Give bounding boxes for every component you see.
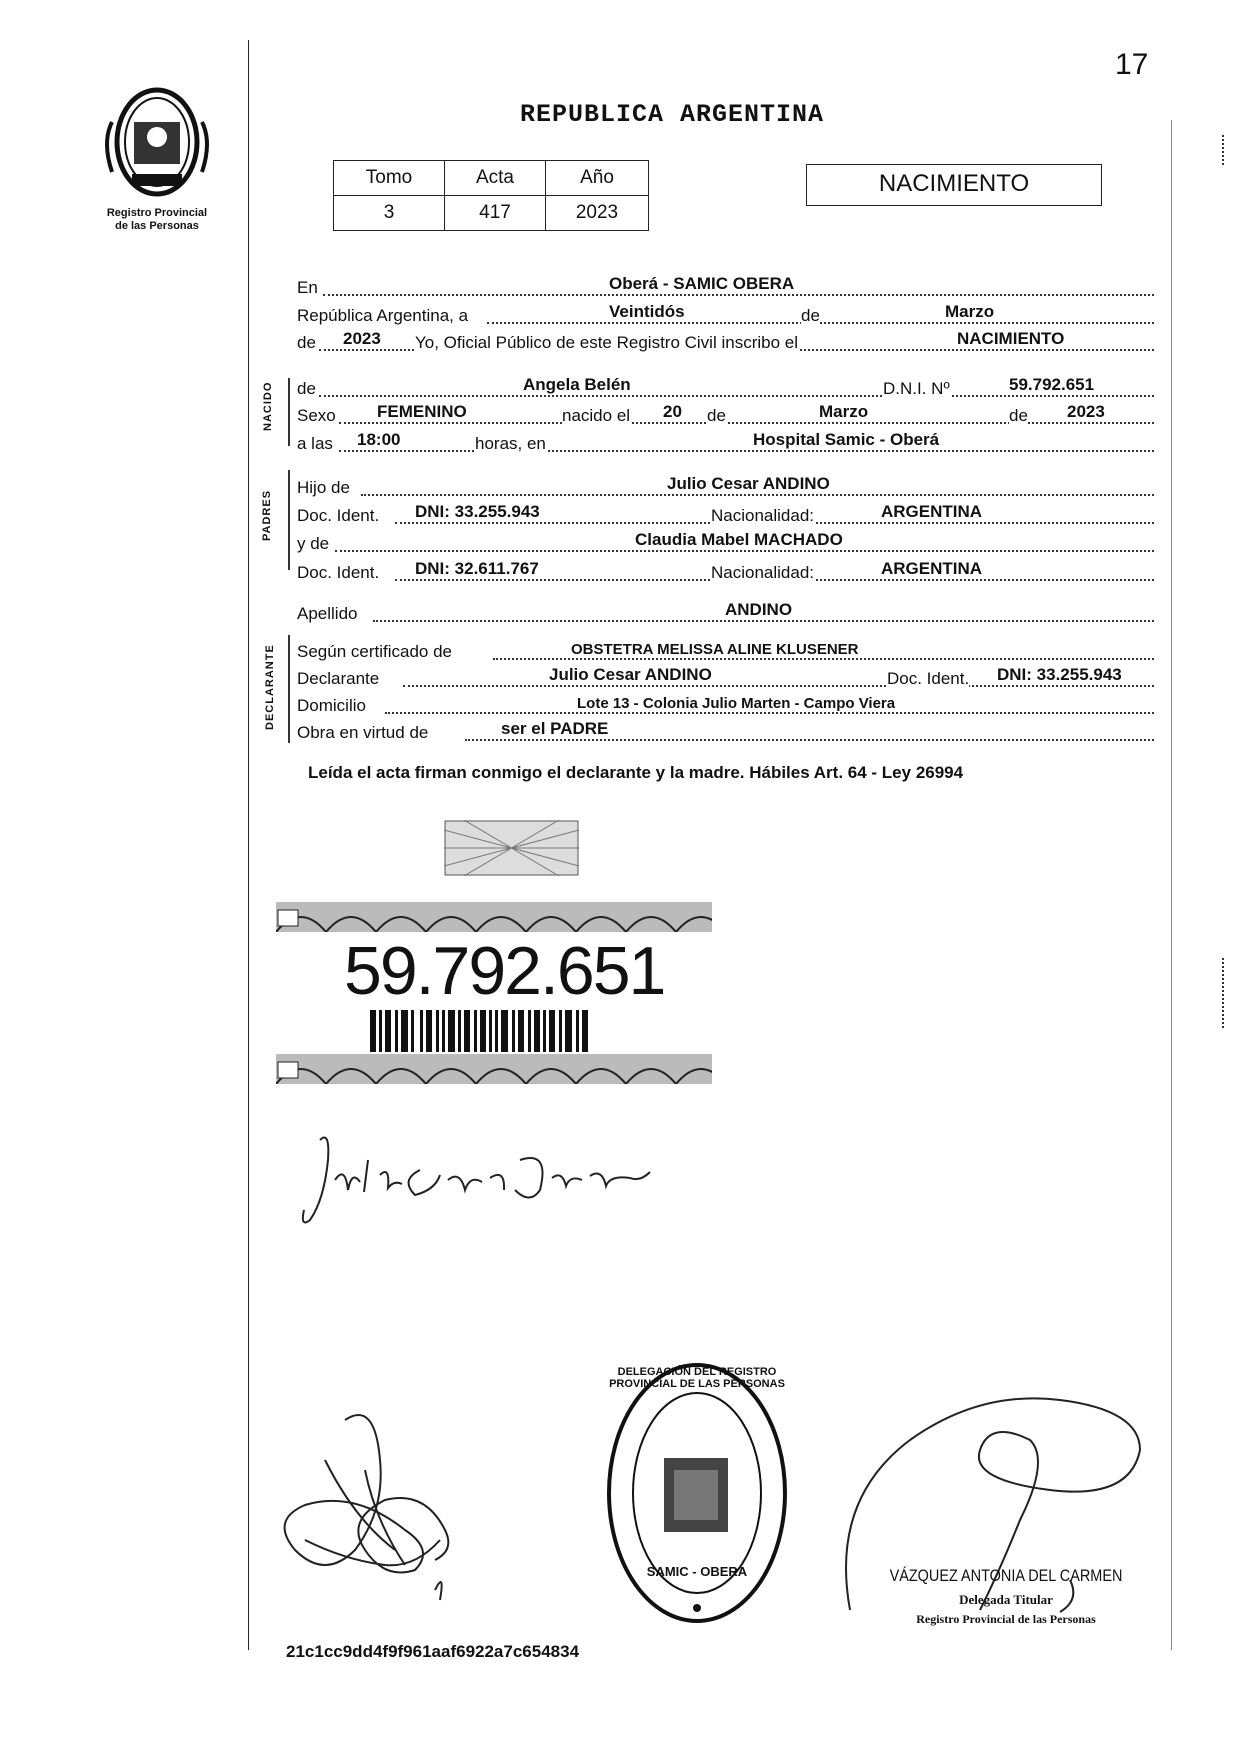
value-month: Marzo [945, 302, 995, 321]
label-nacionalidad-father: Nacionalidad: [711, 506, 815, 525]
mother-signature [265, 1400, 485, 1610]
document-hash: 21c1cc9dd4f9f961aaf6922a7c654834 [286, 1642, 580, 1661]
label-horas-en: horas, en [475, 434, 546, 453]
right-margin-line [1171, 120, 1172, 1650]
row-father [297, 472, 1154, 500]
label-de-birth-year: de [1009, 406, 1028, 425]
value-place: Oberá - SAMIC OBERA [609, 274, 795, 293]
margin-mark-top [1222, 135, 1226, 165]
row-name [297, 373, 1154, 401]
row-address [297, 690, 1154, 718]
value-birth-time: 18:00 [357, 430, 401, 449]
logo-caption-2: de las Personas [115, 220, 199, 232]
value-sex: FEMENINO [377, 402, 467, 421]
value-dni: 59.792.651 [1009, 375, 1095, 394]
value-name: Angela Belén [523, 375, 631, 394]
label-de-month: de [801, 306, 820, 325]
header-acta: Acta [445, 161, 546, 196]
header-tomo: Tomo [334, 161, 445, 196]
value-role: ser el PADRE [501, 719, 609, 738]
value-declarant: Julio Cesar ANDINO [549, 665, 712, 684]
value-father-nationality: ARGENTINA [881, 502, 983, 521]
label-nacido-el: nacido el [562, 406, 631, 425]
label-doc-ident-father: Doc. Ident. [297, 506, 380, 525]
official-title: Delegada Titular [959, 1592, 1053, 1607]
margin-line [248, 40, 249, 1650]
closing-note: Leída el acta firman conmigo el declarante y la madre. Hábiles Art. 64 - Ley 26994 [308, 763, 964, 782]
value-father-name: Julio Cesar ANDINO [667, 474, 830, 493]
province-shield-icon [92, 82, 222, 202]
value-declarant-doc: DNI: 33.255.943 [997, 665, 1122, 684]
section-bracket-padres [288, 470, 290, 570]
value-ano: 2023 [546, 196, 649, 231]
label-obra: Obra en virtud de [297, 723, 429, 742]
value-mother-nationality: ARGENTINA [881, 559, 983, 578]
seal-icon [602, 1358, 792, 1628]
label-doc-ident-mother: Doc. Ident. [297, 563, 380, 582]
label-dni: D.N.I. Nº [883, 379, 950, 398]
header-ano: Año [546, 161, 649, 196]
value-tomo: 3 [334, 196, 445, 231]
guilloche-top-icon [276, 902, 712, 932]
record-table [333, 160, 649, 231]
margin-mark-middle [1222, 958, 1226, 1028]
guilloche-bottom-icon [276, 1054, 712, 1084]
section-label-nacido: NACIDO [262, 381, 274, 431]
document-title: REPUBLICA ARGENTINA [520, 100, 825, 129]
value-birth-day: 20 [663, 402, 682, 421]
label-doc-ident-declarant: Doc. Ident. [887, 669, 970, 688]
record-type-box: NACIMIENTO [806, 164, 1102, 206]
section-bracket-nacido [288, 378, 290, 446]
row-role [297, 717, 1154, 745]
barcode-number: 59.792.651 [344, 933, 665, 1009]
row-certificate [297, 636, 1154, 664]
logo-caption-1: Registro Provincial [106, 207, 208, 219]
row-mother [297, 528, 1154, 556]
row-declarant [297, 663, 1154, 691]
row-time [297, 428, 1154, 456]
label-de-birth: de [707, 406, 726, 425]
security-stamp [444, 820, 579, 876]
registry-logo [92, 82, 222, 233]
row-date [297, 300, 1154, 328]
value-birth-year: 2023 [1067, 402, 1105, 421]
section-label-padres: PADRES [261, 489, 273, 541]
label-apellido: Apellido [297, 604, 358, 623]
section-bracket-declarante [288, 635, 290, 743]
value-mother-doc: DNI: 32.611.767 [415, 559, 539, 578]
row-sex [297, 400, 1154, 428]
label-republica: República Argentina, a [297, 306, 469, 325]
barcode-label [276, 902, 712, 1084]
section-label-declarante: DECLARANTE [264, 644, 276, 730]
declarant-signature [290, 1120, 670, 1230]
label-segun: Según certificado de [297, 642, 452, 661]
value-acta: 417 [445, 196, 546, 231]
barcode-icon [370, 1010, 610, 1052]
label-a-las: a las [297, 434, 333, 453]
value-birth-month: Marzo [819, 402, 869, 421]
value-address: Lote 13 - Colonia Julio Marten - Campo Viera [577, 695, 896, 712]
value-year: 2023 [343, 329, 381, 348]
label-sexo: Sexo [297, 406, 336, 425]
value-day-words: Veintidós [609, 302, 685, 321]
label-domicilio: Domicilio [297, 696, 366, 715]
seal-inner-text: SAMIC - OBERA [646, 1564, 748, 1579]
value-mother-name: Claudia Mabel MACHADO [635, 530, 843, 549]
value-birth-place: Hospital Samic - Oberá [753, 430, 940, 449]
seal-ring-text: DELEGACIÓN DEL REGISTRO PROVINCIAL DE LAS PERSONAS [609, 1366, 785, 1390]
value-father-doc: DNI: 33.255.943 [415, 502, 540, 521]
label-en: En [297, 278, 318, 297]
row-mother-doc [297, 557, 1154, 585]
label-nacionalidad-mother: Nacionalidad: [711, 563, 815, 582]
row-father-doc [297, 500, 1154, 528]
value-surname: ANDINO [725, 600, 793, 619]
label-declarante: Declarante [297, 669, 380, 688]
row-surname [297, 598, 1154, 626]
row-act [297, 327, 1154, 355]
label-oficial: Yo, Oficial Público de este Registro Civil inscribo el [415, 333, 798, 352]
label-hijo-de: Hijo de [297, 478, 350, 497]
value-act-type: NACIMIENTO [957, 329, 1065, 348]
label-y-de: y de [297, 534, 330, 553]
row-place [297, 272, 1154, 300]
official-office: Registro Provincial de las Personas [916, 1612, 1096, 1626]
official-seal [602, 1358, 792, 1628]
value-certificate-by: OBSTETRA MELISSA ALINE KLUSENER [571, 641, 859, 658]
label-de-name: de [297, 379, 316, 398]
official-name: VÁZQUEZ ANTONIA DEL CARMEN [889, 1566, 1123, 1585]
label-de-year: de [297, 333, 316, 352]
page-number: 17 [1115, 48, 1149, 81]
official-stamp [856, 1566, 1156, 1627]
